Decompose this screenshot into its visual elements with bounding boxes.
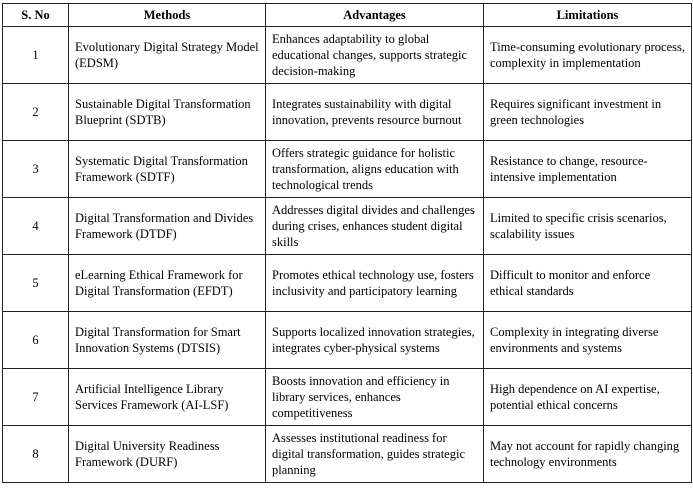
table-row — [3, 255, 692, 312]
cell-method: Digital Transformation for Smart Innovation Systems (DTSIS) — [69, 312, 266, 369]
table-row — [3, 141, 692, 198]
cell-sno: 5 — [3, 255, 69, 312]
table-row — [3, 198, 692, 255]
cell-advantages: Supports localized innovation strategies, integrates cyber-physical systems — [266, 312, 484, 369]
cell-limitations: Time-consuming evolutionary process, complexity in implementation — [484, 27, 692, 84]
cell-advantages: Enhances adaptability to global educational changes, supports strategic decision-making — [266, 27, 484, 84]
cell-limitations: Resistance to change, resource-intensive implementation — [484, 141, 692, 198]
cell-advantages: Integrates sustainability with digital innovation, prevents resource burnout — [266, 84, 484, 141]
cell-sno: 1 — [3, 27, 69, 84]
table-row — [3, 312, 692, 369]
cell-method: eLearning Ethical Framework for Digital Transformation (EFDT) — [69, 255, 266, 312]
cell-sno: 4 — [3, 198, 69, 255]
cell-method: Systematic Digital Transformation Framework (SDTF) — [69, 141, 266, 198]
cell-advantages: Assesses institutional readiness for digital transformation, guides strategic planning — [266, 426, 484, 483]
cell-advantages: Promotes ethical technology use, fosters inclusivity and participatory learning — [266, 255, 484, 312]
methods-comparison-table — [2, 3, 692, 483]
cell-method: Sustainable Digital Transformation Blueprint (SDTB) — [69, 84, 266, 141]
table-row — [3, 426, 692, 483]
cell-limitations: Difficult to monitor and enforce ethical standards — [484, 255, 692, 312]
cell-method: Digital Transformation and Divides Framework (DTDF) — [69, 198, 266, 255]
cell-limitations: High dependence on AI expertise, potential ethical concerns — [484, 369, 692, 426]
cell-sno: 6 — [3, 312, 69, 369]
cell-limitations: Requires significant investment in green technologies — [484, 84, 692, 141]
cell-sno: 7 — [3, 369, 69, 426]
cell-limitations: May not account for rapidly changing technology environments — [484, 426, 692, 483]
cell-sno: 8 — [3, 426, 69, 483]
cell-advantages: Offers strategic guidance for holistic transformation, aligns education with technological trends — [266, 141, 484, 198]
table-row — [3, 84, 692, 141]
cell-sno: 2 — [3, 84, 69, 141]
header-sno: S. No — [3, 4, 69, 27]
cell-method: Evolutionary Digital Strategy Model (EDSM) — [69, 27, 266, 84]
table-row — [3, 27, 692, 84]
header-limitations: Limitations — [484, 4, 692, 27]
cell-sno: 3 — [3, 141, 69, 198]
table-header-row — [3, 4, 692, 27]
cell-limitations: Complexity in integrating diverse environments and systems — [484, 312, 692, 369]
cell-limitations: Limited to specific crisis scenarios, scalability issues — [484, 198, 692, 255]
cell-method: Digital University Readiness Framework (DURF) — [69, 426, 266, 483]
table-row — [3, 369, 692, 426]
header-advantages: Advantages — [266, 4, 484, 27]
header-methods: Methods — [69, 4, 266, 27]
cell-advantages: Boosts innovation and efficiency in library services, enhances competitiveness — [266, 369, 484, 426]
cell-method: Artificial Intelligence Library Services Framework (AI-LSF) — [69, 369, 266, 426]
cell-advantages: Addresses digital divides and challenges during crises, enhances student digital skills — [266, 198, 484, 255]
